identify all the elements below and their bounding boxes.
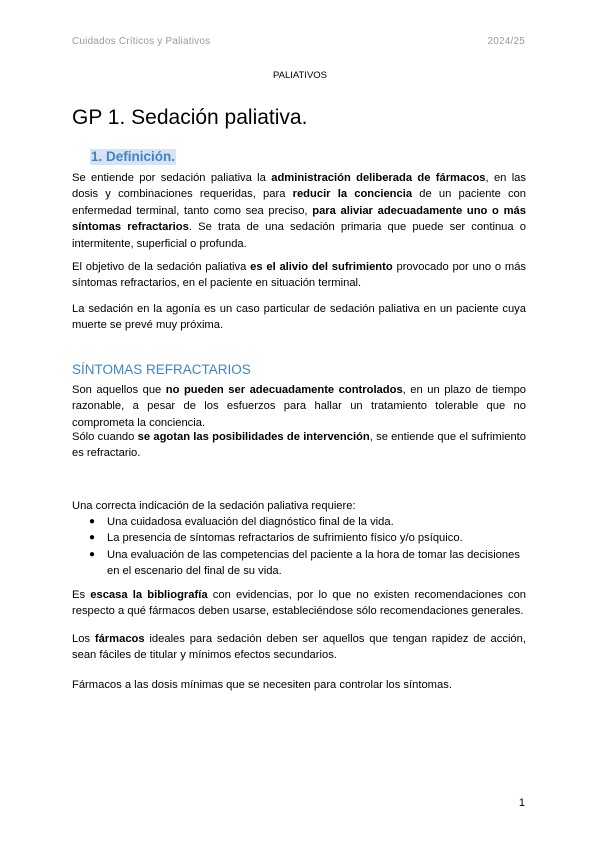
list-item: ● Una cuidadosa evaluación del diagnóstico final de la vida. [72, 514, 526, 530]
paragraph-agony: La sedación en la agonía es un caso particular de sedación paliativa en un paciente cuya muerte se prevé muy próxima. [72, 303, 526, 332]
paragraph-refractory-condition: Sólo cuando se agotan las posibilidades de intervención, se entiende que el sufrimiento es refractario. [72, 431, 526, 460]
paragraph-definition: Se entiende por sedación paliativa la administración deliberada de fármacos, en las dosis y combinaciones requeridas, para reducir la conciencia de un paciente con enfermedad terminal, tanto como sea preciso, para aliviar adecuadamente uno o más síntomas refractarios. Se trata de una sedación primaria que puede ser continua o intermitente, superficial o profunda. [72, 172, 527, 250]
bullet-icon: ● [89, 516, 96, 527]
list-item: ● La presencia de síntomas refractarios de sufrimiento físico y/o psíquico. [72, 530, 526, 546]
paragraph-objective: El objetivo de la sedación paliativa es el alivio del sufrimiento provocado por uno o más síntomas refractarios, en el paciente en situación terminal. [72, 261, 527, 290]
paragraph-indication-intro: Una correcta indicación de la sedación paliativa requiere: [72, 500, 356, 512]
document-subtitle: PALIATIVOS [272, 70, 328, 81]
page-number: 1 [518, 797, 525, 809]
section-heading-sintomas-refractarios: SÍNTOMAS REFRACTARIOS [72, 362, 251, 377]
list-item: ● Una evaluación de las competencias del paciente a la hora de tomar las decisiones en el escenario del final de su vida. [89, 548, 520, 578]
paragraph-minimal-dose: Fármacos a las dosis mínimas que se necesiten para controlar los síntomas. [72, 679, 452, 691]
paragraph-bibliography: Es escasa la bibliografía con evidencias, por lo que no existen recomendaciones con respecto a qué fármacos deben usarse, estableciéndose sólo recomendaciones generales. [72, 589, 527, 618]
indication-requirements-list [72, 514, 526, 580]
page-title: GP 1. Sedación paliativa. [72, 106, 308, 129]
paragraph-refractory-definition: Son aquellos que no pueden ser adecuadamente controlados, en un plazo de tiempo razonable, a pesar de los esfuerzos para hallar un tratamiento tolerable que no comprometa la conciencia. [72, 384, 527, 429]
running-header-year: 2024/25 [487, 36, 525, 47]
running-header-course: Cuidados Críticos y Paliativos [72, 36, 211, 47]
paragraph-ideal-drugs: Los fármacos ideales para sedación deben ser aquellos que tengan rapidez de acción, sean fáciles de titular y mínimos efectos secundarios. [72, 633, 526, 662]
bullet-icon: ● [89, 548, 96, 560]
section-heading-definicion: 1. Definición. [91, 149, 176, 164]
bullet-icon: ● [89, 532, 96, 544]
